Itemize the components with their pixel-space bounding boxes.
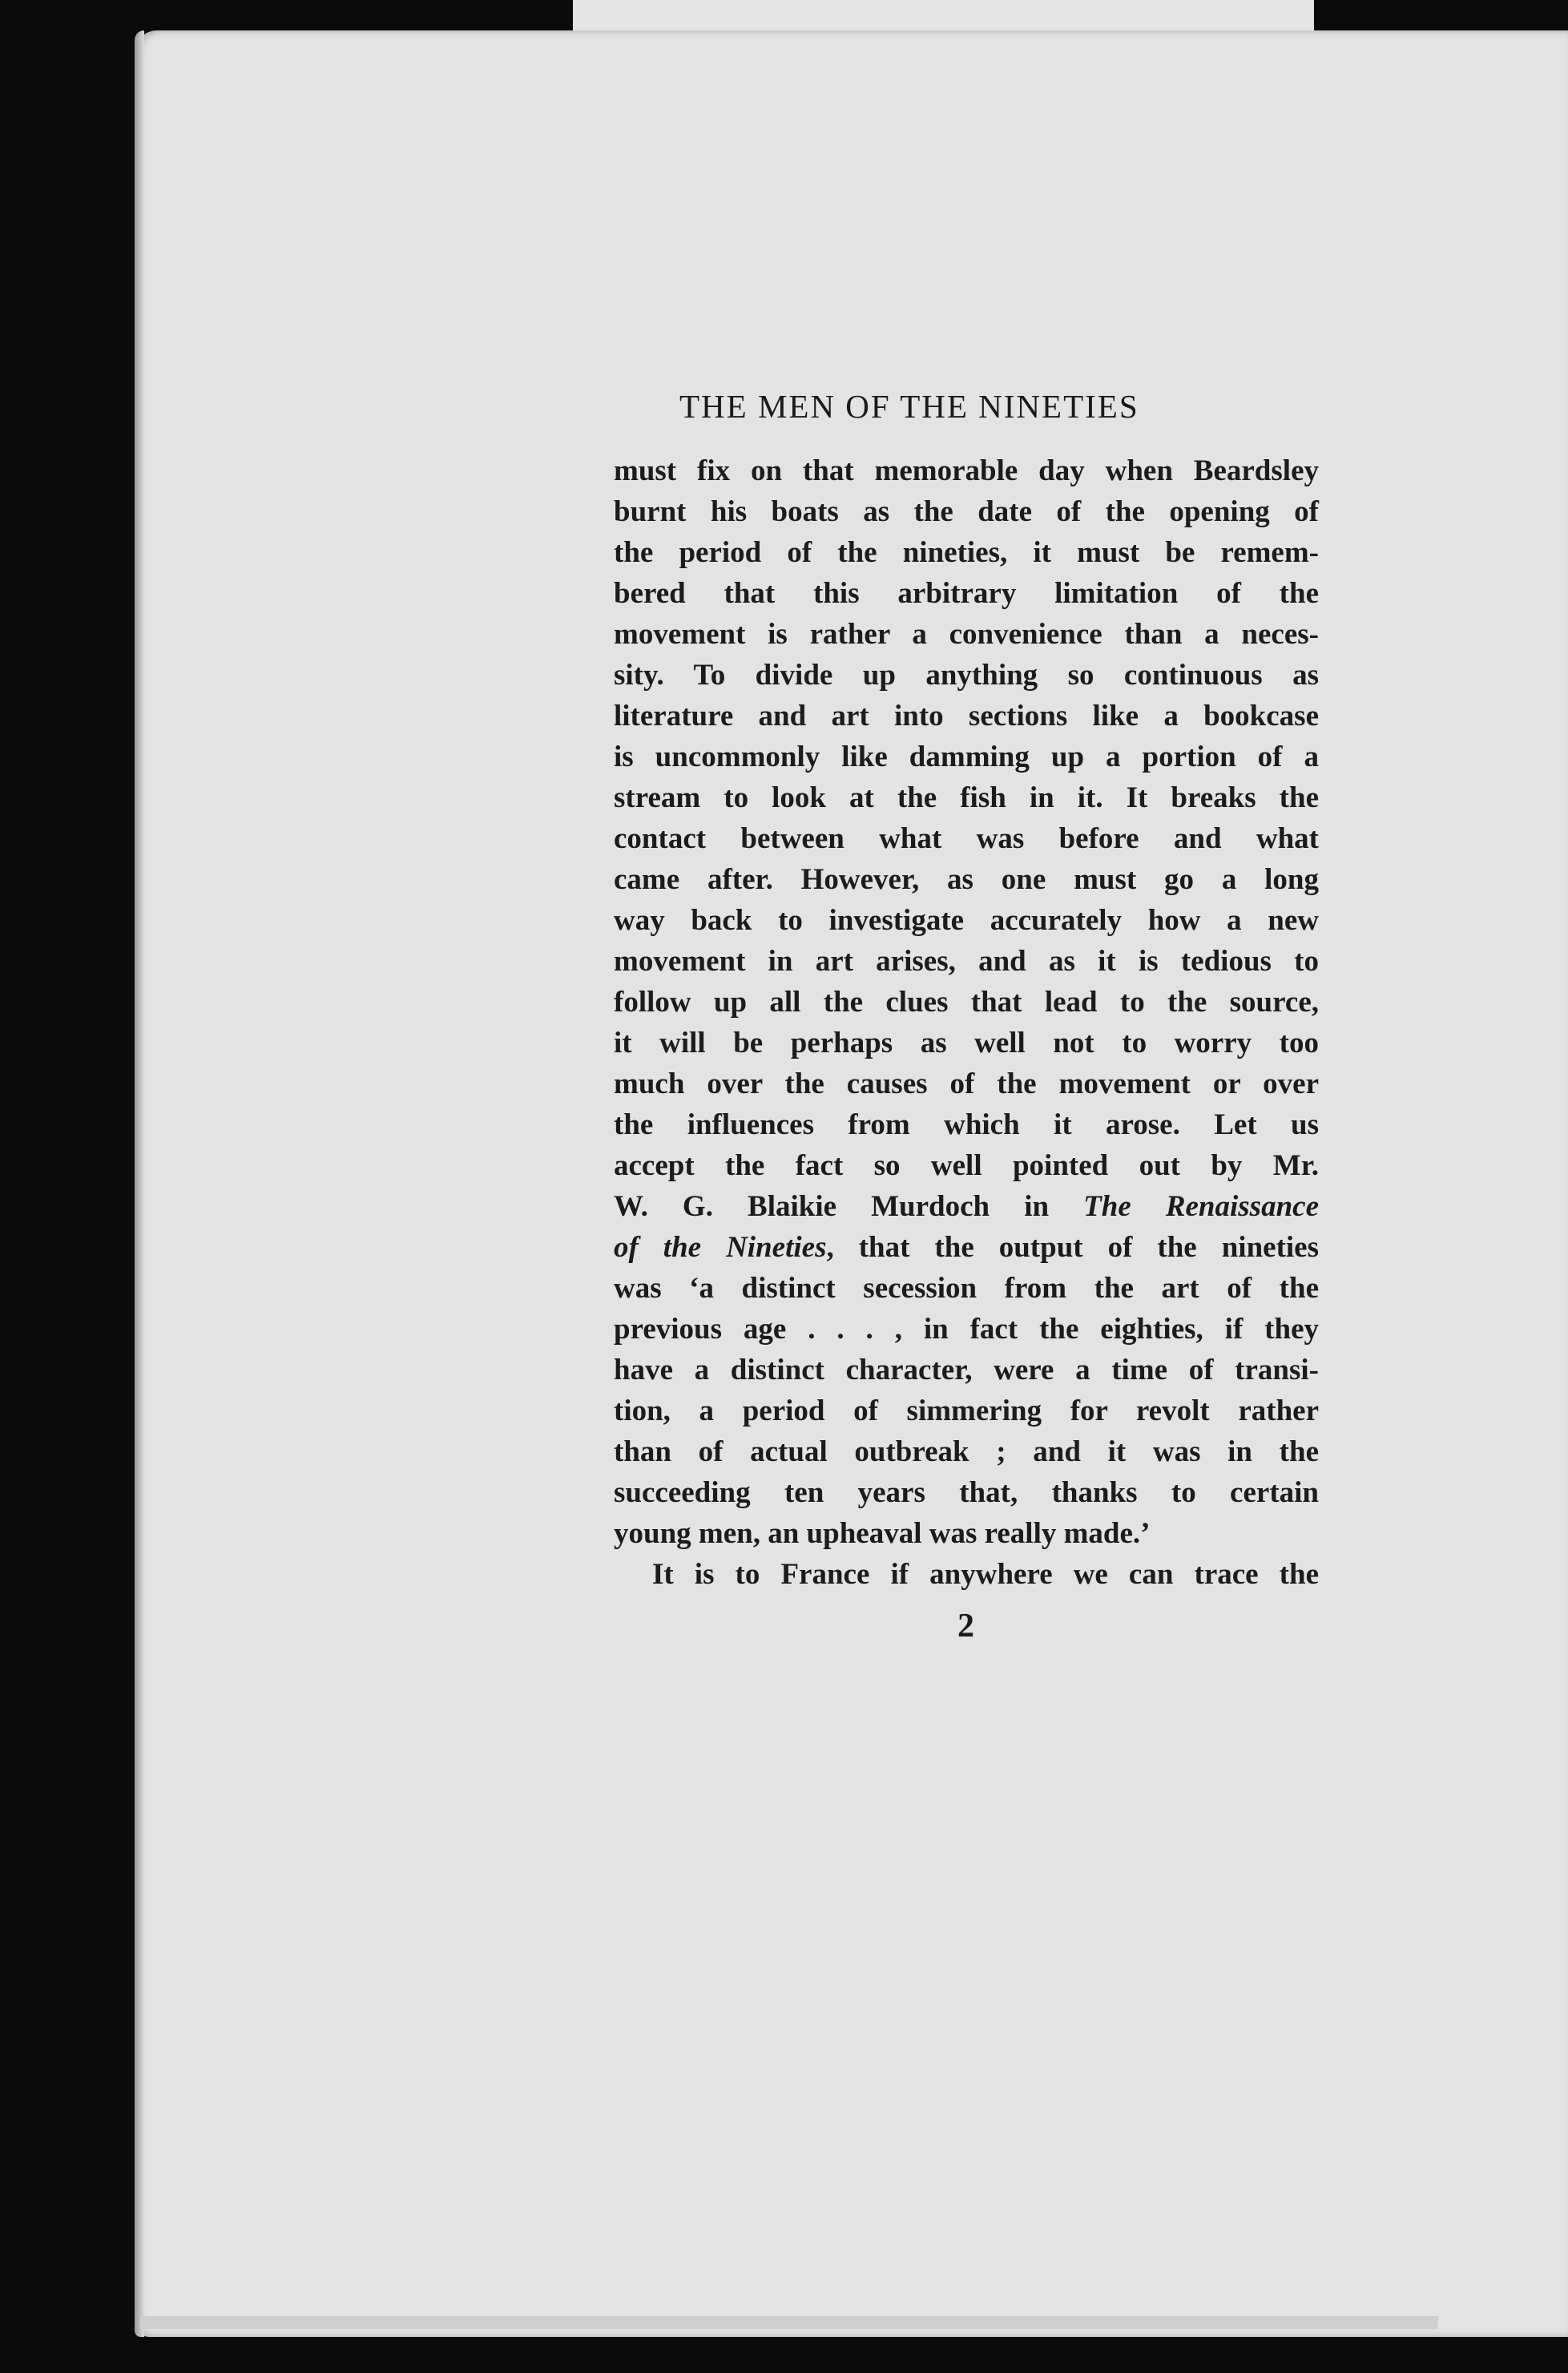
text-line: way back to investigate accurately how a new — [614, 904, 1319, 937]
text-segment: W. G. Blaikie Murdoch in — [614, 1190, 1084, 1223]
text-line: movement in art arises, and as it is tedious to — [614, 945, 1319, 978]
running-head: THE MEN OF THE NINETIES — [679, 388, 1139, 425]
text-line: tion, a period of simmering for revolt rather — [614, 1394, 1319, 1427]
text-line — [614, 1186, 1319, 1227]
book-title-italic: The Renaissance — [1083, 1190, 1319, 1223]
text-line: accept the fact so well pointed out by Mr. — [614, 1149, 1319, 1182]
text-line: young men, an upheaval was really made.’ — [614, 1517, 1151, 1550]
book-title-italic: of the Nineties — [614, 1231, 827, 1264]
text-line: it will be perhaps as well not to worry too — [614, 1027, 1319, 1059]
text-line: sity. To divide up anything so continuous as — [614, 659, 1319, 692]
adjacent-page-edge — [573, 0, 1314, 32]
text-line: came after. However, as one must go a long — [614, 863, 1319, 896]
text-line: It is to France if anywhere we can trace the — [652, 1558, 1319, 1591]
text-line: contact between what was before and what — [614, 822, 1319, 855]
page-bottom-edge — [140, 2316, 1438, 2329]
text-line: much over the causes of the movement or over — [614, 1067, 1319, 1100]
text-line: was ‘a distinct secession from the art of the — [614, 1272, 1319, 1305]
text-line: must fix on that memorable day when Beardsley — [614, 454, 1319, 487]
text-line: stream to look at the fish in it. It breaks the — [614, 781, 1319, 814]
text-line: bered that this arbitrary limitation of the — [614, 577, 1319, 610]
text-segment: , that the output of the nineties — [826, 1231, 1319, 1264]
text-line: than of actual outbreak ; and it was in the — [614, 1435, 1319, 1468]
text-line: succeeding ten years that, thanks to certain — [614, 1476, 1319, 1509]
text-line: is uncommonly like damming up a portion of a — [614, 741, 1319, 773]
text-line: the influences from which it arose. Let us — [614, 1108, 1319, 1141]
text-line: have a distinct character, were a time of transi- — [614, 1354, 1319, 1386]
body-text — [614, 450, 1319, 1595]
text-line: movement is rather a convenience than a neces- — [614, 618, 1319, 651]
text-line: the period of the nineties, it must be remem- — [614, 536, 1319, 569]
text-line: literature and art into sections like a bookcase — [614, 700, 1319, 732]
page-number: 2 — [957, 1608, 974, 1645]
text-line: burnt his boats as the date of the opening of — [614, 495, 1319, 528]
text-line — [614, 1227, 1319, 1268]
text-line: follow up all the clues that lead to the source, — [614, 986, 1319, 1019]
text-line: previous age . . . , in fact the eighties, if they — [614, 1313, 1319, 1346]
